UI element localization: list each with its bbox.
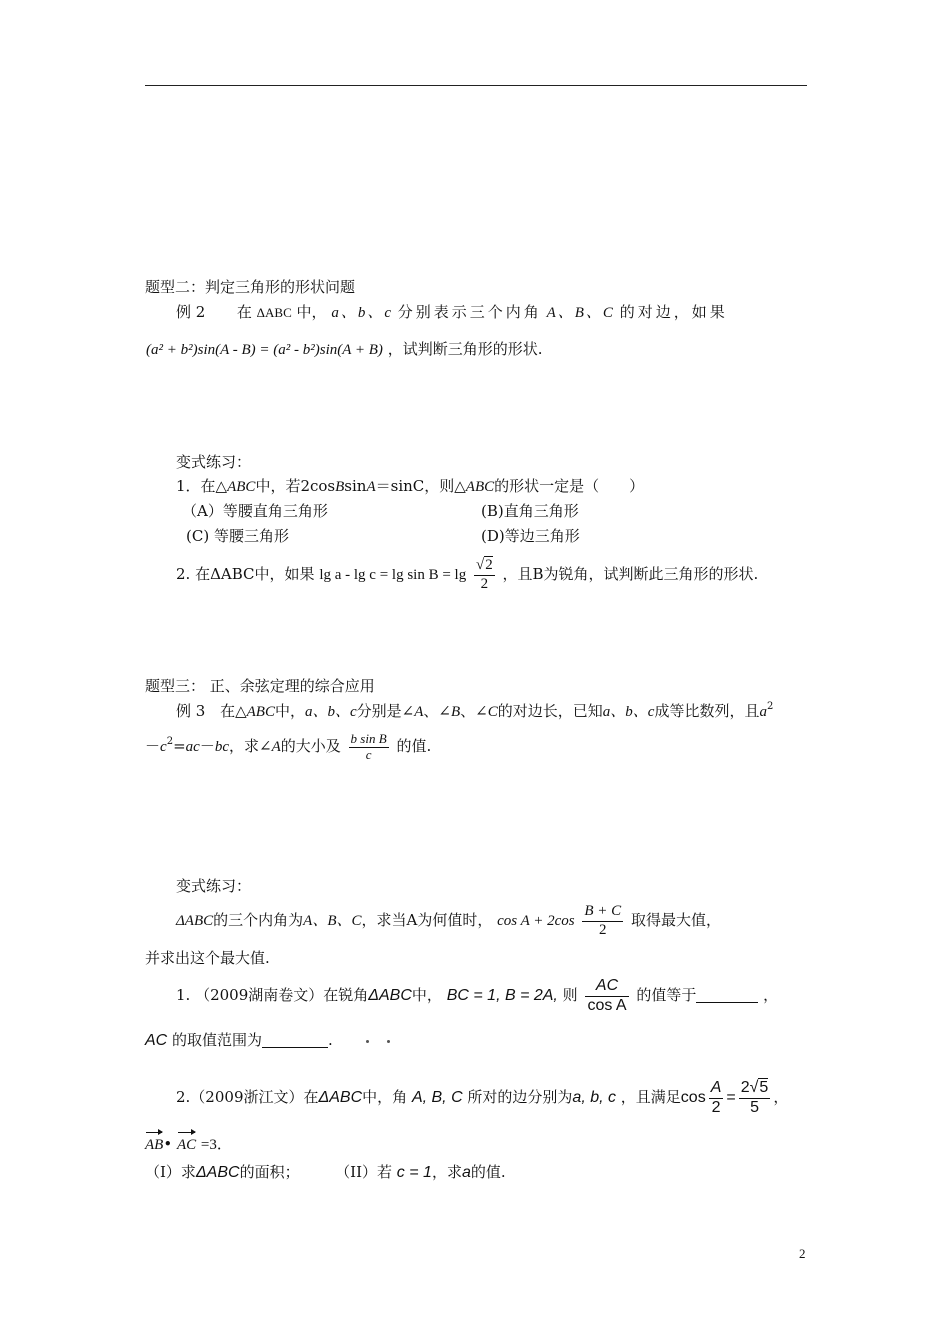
practice-q2: 2. 在ΔABC中，如果 lg a - lg c = lg sin B = lg $\frac{√2}{2}$ ，且B为锐角，试判断此三角形的形状. [176, 557, 759, 592]
header-rule [145, 85, 807, 86]
practice-q1b-line2: AC 的取值范围为 . [145, 1030, 390, 1051]
answer-blank-2[interactable] [262, 1033, 328, 1048]
practice-q1-stem: 1．在△ABC中，若2cosBsinA＝sinC，则△ABC的形状一定是（ ） [176, 477, 645, 495]
practice-q2b: 2.（2009浙江文）在ΔABC中，角 A, B, C 所对的边分别为a, b, c ，且满足cos $\frac{A}{2}$ = $\frac{2√5}{5}$ ， [176, 1079, 789, 1116]
section-title-type2: 题型二：判定三角形的形状问题 [145, 278, 356, 296]
practice-heading-1: 变式练习： [176, 453, 252, 471]
option-d: (D)等边三角形 [481, 527, 580, 545]
practice-intro-line2: 并求出这个最大值. [145, 949, 270, 967]
a-over-2: $\frac{A}{2}$ [710, 1079, 722, 1116]
vector-ab: AB [145, 1137, 164, 1153]
practice-intro: ΔABC的三个内角为A、B、C，求当A为何值时， cos A + 2cos $\frac{B + C}{2}$ 取得最大值， [176, 903, 721, 938]
practice-q1b: 1. （2009湖南卷文）在锐角ΔABC中， BC = 1, B = 2A, 则 $\frac{AC}{\text{cos A}}$ 的值等于 ， [176, 977, 779, 1014]
q2-parts: （I）求ΔABC的面积； （II）若 c = 1，求a的值. [145, 1163, 506, 1181]
option-c: (C) 等腰三角形 [186, 527, 289, 545]
practice-heading-2: 变式练习： [176, 877, 252, 895]
bsinb-over-c: $\frac{\text{b sin B}}{c}$ [350, 730, 387, 762]
vector-condition: AB• AC =3． [145, 1135, 232, 1153]
section-title-type3: 题型三： 正、余弦定理的综合应用 [145, 677, 375, 695]
example-3-line1: 例 3 在△ABC中，a、b、c分别是∠A、∠B、∠C的对边长，已知a、b、c成等比数列，且$a^2$ [176, 701, 774, 720]
example-3-line2: $-c^2=ac-bc$，求∠A的大小及 $\frac{\text{b sin B}}{c}$ 的值. [145, 730, 432, 762]
option-b: (B)直角三角形 [481, 502, 579, 520]
equation: (a² + b²)sin(A - B) = (a² - b²)sin(A + B) [146, 342, 383, 358]
sqrt2-over-2: $\frac{√2}{2}$ [476, 557, 493, 592]
option-a: （A）等腰直角三角形 [182, 502, 328, 520]
page-number: 2 [799, 1246, 806, 1261]
example-2-line1: 例 2 在 ΔABC 中， a、b、c 分别表示三个内角 A、B、C 的对边，如果 [176, 303, 728, 321]
b-plus-c-over-2: $\frac{B + C}{2}$ [584, 903, 622, 938]
vector-ac: AC [176, 1137, 197, 1153]
ac-over-cosa: $\frac{AC}{\text{cos A}}$ [587, 977, 627, 1014]
example-2-equation: (a² + b²)sin(A - B) = (a² - b²)sin(A + B) ，试判断三角形的形状. [146, 340, 543, 358]
answer-blank-1[interactable] [696, 988, 758, 1003]
two-root5-over-5: $\frac{2√5}{5}$ [740, 1079, 769, 1116]
